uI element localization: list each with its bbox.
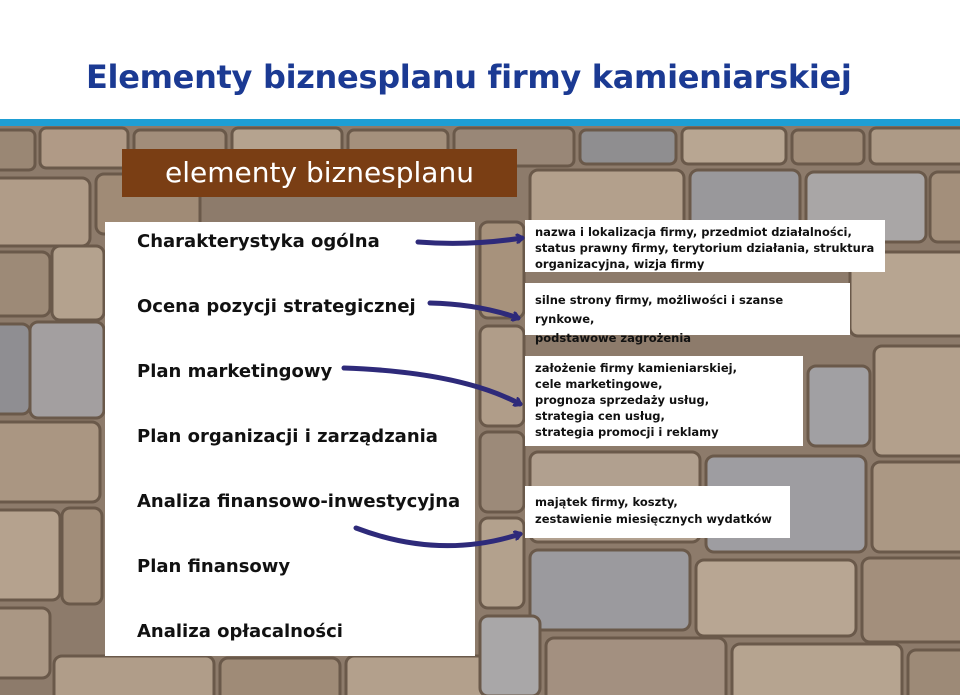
element-item-plan-marketingowy: Plan marketingowy: [137, 361, 333, 382]
detail-box-ocena-pozycji: silne strony firmy, możliwości i szanse rynkowe, podstawowe zagrożenia: [525, 283, 850, 335]
section-label: elementy biznesplanu: [122, 149, 517, 197]
accent-bar: [0, 119, 960, 126]
detail-box-analiza-finansowo: majątek firmy, koszty, zestawienie miesięcznych wydatków: [525, 486, 790, 538]
element-item-charakterystyka: Charakterystyka ogólna: [137, 231, 380, 252]
header: [0, 0, 960, 119]
element-item-plan-organizacji: Plan organizacji i zarządzania: [137, 426, 438, 447]
detail-box-plan-marketingowy: założenie firmy kamieniarskiej, cele marketingowe, prognoza sprzedaży usług, strategia cen usług, strategia promocji i reklamy: [525, 356, 803, 446]
element-item-analiza-oplacalnosci: Analiza opłacalności: [137, 621, 343, 642]
element-item-ocena-pozycji: Ocena pozycji strategicznej: [137, 296, 416, 317]
element-item-analiza-finansowo: Analiza finansowo-inwestycyjna: [137, 491, 461, 512]
page-title: Elementy biznesplanu firmy kamieniarskiej: [86, 58, 852, 96]
detail-box-charakterystyka: nazwa i lokalizacja firmy, przedmiot działalności, status prawny firmy, terytorium działania, struktura organizacyjna, wizja firmy: [525, 220, 885, 272]
element-item-plan-finansowy: Plan finansowy: [137, 556, 291, 577]
